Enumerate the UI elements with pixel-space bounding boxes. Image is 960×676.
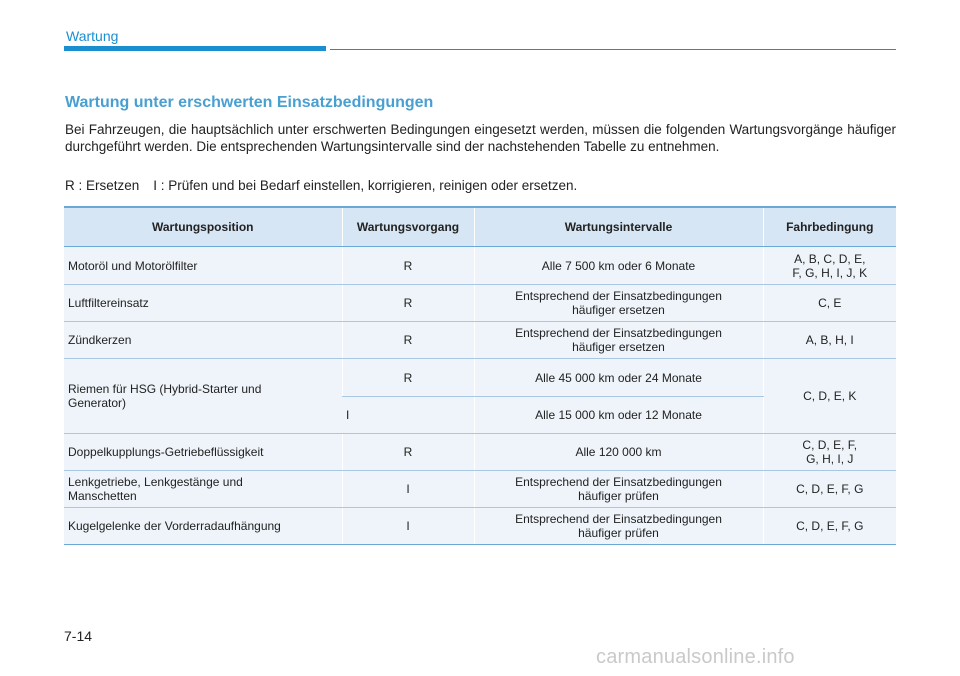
cell-interval: Alle 120 000 km xyxy=(474,434,763,471)
header-position: Wartungsposition xyxy=(64,207,342,247)
section-rule-thick xyxy=(64,46,326,51)
header-conditions: Fahrbedingung xyxy=(763,207,896,247)
interval-line: häufiger prüfen xyxy=(578,526,659,540)
header-action: Wartungsvorgang xyxy=(342,207,474,247)
cell-action: R xyxy=(342,247,474,285)
interval-line: Entsprechend der Einsatzbedingungen xyxy=(515,289,722,303)
cell-position xyxy=(64,359,342,434)
cell-action: I xyxy=(342,508,474,545)
cell-interval: Alle 15 000 km oder 12 Monate xyxy=(474,397,763,434)
cell-interval xyxy=(474,285,763,322)
conditions-line: F, G, H, I, J, K xyxy=(792,265,868,280)
position-line: Riemen für HSG (Hybrid-Starter und xyxy=(68,382,262,396)
table-row xyxy=(64,322,896,359)
page-title: Wartung unter erschwerten Einsatzbedingungen xyxy=(65,94,434,111)
table-row xyxy=(64,285,896,322)
table-row xyxy=(64,508,896,545)
table-header-row xyxy=(64,207,896,247)
interval-line: häufiger prüfen xyxy=(578,489,659,503)
cell-interval xyxy=(474,322,763,359)
page-number: 7-14 xyxy=(64,628,93,644)
cell-action: R xyxy=(342,434,474,471)
legend-replace: R : Ersetzen xyxy=(65,178,140,193)
cell-action: I xyxy=(342,397,474,434)
cell-conditions: C, D, E, F, G xyxy=(763,508,896,545)
table-row xyxy=(64,471,896,508)
interval-line: häufiger ersetzen xyxy=(572,340,665,354)
conditions-line: G, H, I, J xyxy=(806,452,854,466)
position-line: Manschetten xyxy=(68,489,137,503)
cell-conditions xyxy=(763,247,896,285)
position-line: Lenkgetriebe, Lenkgestänge und xyxy=(68,475,243,489)
maintenance-table xyxy=(64,206,896,545)
interval-line: Entsprechend der Einsatzbedingungen xyxy=(515,475,722,489)
conditions-line: A, B, C, D, E, xyxy=(794,251,866,266)
cell-position: Motoröl und Motorölfilter xyxy=(64,247,342,285)
header-interval: Wartungsintervalle xyxy=(474,207,763,247)
cell-position: Zündkerzen xyxy=(64,322,342,359)
cell-conditions: C, D, E, F, G xyxy=(763,471,896,508)
interval-line: Entsprechend der Einsatzbedingungen xyxy=(515,512,722,526)
cell-action: R xyxy=(342,322,474,359)
cell-position: Luftfiltereinsatz xyxy=(64,285,342,322)
section-label: Wartung xyxy=(66,28,119,44)
cell-action: R xyxy=(342,359,474,397)
cell-conditions: C, D, E, K xyxy=(763,359,896,434)
position-line: Generator) xyxy=(68,396,127,410)
cell-interval xyxy=(474,471,763,508)
intro-paragraph: Bei Fahrzeugen, die hauptsächlich unter erschwerten Bedingungen eingesetzt werden, müssen die folgenden Wartungsvorgänge häufiger durchgeführt werden. Die entsprechenden Wartungsintervalle sind der nachstehenden Tabelle zu entnehmen. xyxy=(65,122,896,154)
table-row xyxy=(64,434,896,471)
cell-position: Doppelkupplungs-Getriebeflüssigkeit xyxy=(64,434,342,471)
cell-interval: Alle 7 500 km oder 6 Monate xyxy=(474,247,763,285)
cell-conditions: A, B, H, I xyxy=(763,322,896,359)
watermark: carmanualsonline.info xyxy=(596,646,795,668)
cell-conditions: C, E xyxy=(763,285,896,322)
cell-action: I xyxy=(342,471,474,508)
cell-interval xyxy=(474,508,763,545)
table-row xyxy=(64,247,896,285)
conditions-line: C, D, E, F, xyxy=(802,438,858,452)
table-row xyxy=(64,359,896,397)
interval-line: häufiger ersetzen xyxy=(572,303,665,317)
section-rule-thin xyxy=(330,49,896,50)
legend xyxy=(65,177,577,194)
cell-conditions xyxy=(763,434,896,471)
cell-position xyxy=(64,471,342,508)
legend-inspect: I : Prüfen und bei Bedarf einstellen, korrigieren, reinigen oder ersetzen. xyxy=(153,178,578,193)
cell-interval: Alle 45 000 km oder 24 Monate xyxy=(474,359,763,397)
cell-position: Kugelgelenke der Vorderradaufhängung xyxy=(64,508,342,545)
interval-line: Entsprechend der Einsatzbedingungen xyxy=(515,326,722,340)
cell-action: R xyxy=(342,285,474,322)
